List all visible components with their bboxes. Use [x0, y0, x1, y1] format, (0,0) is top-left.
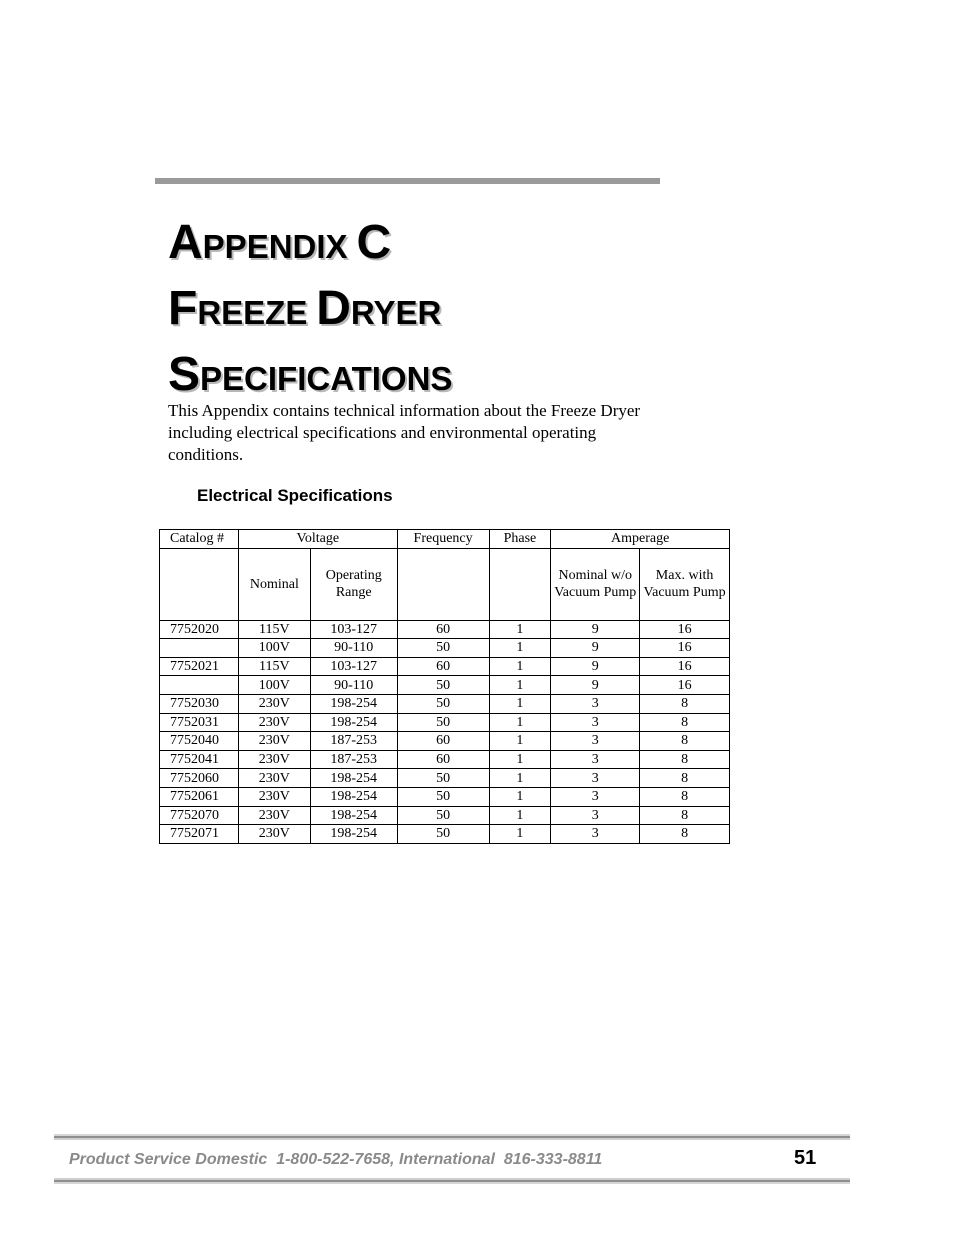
cell-phase: 1 [489, 713, 551, 732]
table-row [160, 825, 730, 844]
title-initial: S [168, 348, 201, 401]
table-row [160, 732, 730, 751]
section-heading: Electrical Specifications [197, 486, 393, 505]
cell-phase: 1 [489, 657, 551, 676]
electrical-specifications-table [159, 529, 730, 844]
footer-divider-bottom [54, 1178, 850, 1184]
cell-amperage-max: 8 [640, 713, 730, 732]
title-initial: C [356, 216, 392, 269]
table-row [160, 787, 730, 806]
subheader-operating-range: Operating Range [310, 548, 397, 620]
cell-catalog: 7752020 [160, 620, 239, 639]
cell-operating-range: 90-110 [310, 676, 397, 695]
subheader-empty [489, 548, 551, 620]
table-row [160, 769, 730, 788]
header-amperage: Amperage [551, 530, 730, 549]
table-row [160, 806, 730, 825]
cell-nominal-voltage: 230V [238, 806, 310, 825]
cell-amperage-nominal: 3 [551, 694, 640, 713]
cell-amperage-max: 8 [640, 787, 730, 806]
cell-operating-range: 198-254 [310, 806, 397, 825]
cell-catalog: 7752030 [160, 694, 239, 713]
cell-catalog: 7752021 [160, 657, 239, 676]
cell-frequency: 50 [397, 639, 489, 658]
cell-amperage-max: 16 [640, 620, 730, 639]
cell-amperage-max: 8 [640, 825, 730, 844]
cell-phase: 1 [489, 769, 551, 788]
cell-frequency: 50 [397, 787, 489, 806]
cell-amperage-nominal: 3 [551, 806, 640, 825]
cell-frequency: 60 [397, 657, 489, 676]
title-initial: A [168, 216, 203, 269]
cell-amperage-max: 8 [640, 769, 730, 788]
cell-nominal-voltage: 100V [238, 639, 310, 658]
table-row [160, 657, 730, 676]
footer-contact: Product Service Domestic 1-800-522-7658, International 816-333-8811 [69, 1151, 603, 1168]
table-row [160, 639, 730, 658]
cell-operating-range: 198-254 [310, 694, 397, 713]
cell-nominal-voltage: 230V [238, 787, 310, 806]
cell-amperage-nominal: 9 [551, 620, 640, 639]
cell-amperage-nominal: 3 [551, 732, 640, 751]
cell-phase: 1 [489, 787, 551, 806]
cell-frequency: 50 [397, 676, 489, 695]
table-row [160, 750, 730, 769]
cell-amperage-nominal: 9 [551, 676, 640, 695]
cell-catalog: 7752040 [160, 732, 239, 751]
cell-phase: 1 [489, 825, 551, 844]
cell-nominal-voltage: 230V [238, 732, 310, 751]
title-word: PPENDIX [202, 228, 348, 265]
cell-amperage-nominal: 9 [551, 657, 640, 676]
cell-phase: 1 [489, 639, 551, 658]
cell-phase: 1 [489, 750, 551, 769]
cell-amperage-nominal: 3 [551, 825, 640, 844]
table-row [160, 713, 730, 732]
header-frequency: Frequency [397, 530, 489, 549]
cell-nominal-voltage: 230V [238, 769, 310, 788]
subheader-max-with-pump: Max. with Vacuum Pump [640, 548, 730, 620]
cell-amperage-max: 8 [640, 694, 730, 713]
cell-frequency: 60 [397, 620, 489, 639]
subheader-nominal: Nominal [238, 548, 310, 620]
subheader-empty [160, 548, 239, 620]
intro-paragraph: This Appendix contains technical information about the Freeze Dryer including electrical specifications and environmental operating conditions. [168, 401, 641, 464]
cell-nominal-voltage: 230V [238, 750, 310, 769]
cell-nominal-voltage: 115V [238, 657, 310, 676]
cell-operating-range: 103-127 [310, 620, 397, 639]
cell-frequency: 50 [397, 694, 489, 713]
title-line-2 [168, 278, 452, 344]
cell-phase: 1 [489, 620, 551, 639]
cell-amperage-nominal: 9 [551, 639, 640, 658]
cell-catalog: 7752070 [160, 806, 239, 825]
top-divider [155, 178, 660, 184]
cell-catalog: 7752061 [160, 787, 239, 806]
cell-frequency: 60 [397, 732, 489, 751]
cell-amperage-max: 8 [640, 732, 730, 751]
page-title [168, 212, 452, 410]
table-body [160, 620, 730, 843]
table-row [160, 676, 730, 695]
title-line-1 [168, 212, 452, 278]
cell-operating-range: 103-127 [310, 657, 397, 676]
cell-amperage-nominal: 3 [551, 713, 640, 732]
title-initial: D [316, 282, 351, 335]
cell-operating-range: 187-253 [310, 732, 397, 751]
cell-catalog [160, 676, 239, 695]
cell-amperage-max: 16 [640, 657, 730, 676]
cell-nominal-voltage: 230V [238, 713, 310, 732]
cell-frequency: 50 [397, 769, 489, 788]
cell-operating-range: 90-110 [310, 639, 397, 658]
title-word: RYER [350, 294, 442, 331]
header-phase: Phase [489, 530, 551, 549]
cell-catalog: 7752060 [160, 769, 239, 788]
footer-divider-top [54, 1134, 850, 1140]
cell-amperage-max: 16 [640, 676, 730, 695]
cell-catalog: 7752041 [160, 750, 239, 769]
subheader-nominal-wo-pump: Nominal w/o Vacuum Pump [551, 548, 640, 620]
cell-amperage-nominal: 3 [551, 769, 640, 788]
page-number: 51 [794, 1147, 817, 1169]
header-catalog: Catalog # [160, 530, 239, 549]
cell-phase: 1 [489, 806, 551, 825]
header-voltage: Voltage [238, 530, 397, 549]
cell-operating-range: 198-254 [310, 825, 397, 844]
cell-catalog [160, 639, 239, 658]
cell-catalog: 7752071 [160, 825, 239, 844]
cell-operating-range: 198-254 [310, 787, 397, 806]
cell-catalog: 7752031 [160, 713, 239, 732]
cell-phase: 1 [489, 694, 551, 713]
cell-amperage-max: 8 [640, 750, 730, 769]
cell-frequency: 50 [397, 713, 489, 732]
cell-frequency: 50 [397, 825, 489, 844]
table-row [160, 620, 730, 639]
cell-frequency: 50 [397, 806, 489, 825]
cell-amperage-nominal: 3 [551, 787, 640, 806]
table-subheader-row [160, 548, 730, 620]
cell-operating-range: 198-254 [310, 769, 397, 788]
title-initial: F [168, 282, 198, 335]
cell-amperage-max: 8 [640, 806, 730, 825]
cell-nominal-voltage: 230V [238, 825, 310, 844]
cell-amperage-max: 16 [640, 639, 730, 658]
table-row [160, 694, 730, 713]
subheader-empty [397, 548, 489, 620]
cell-operating-range: 198-254 [310, 713, 397, 732]
cell-operating-range: 187-253 [310, 750, 397, 769]
cell-nominal-voltage: 230V [238, 694, 310, 713]
title-word: PECIFICATIONS [200, 360, 453, 397]
cell-frequency: 60 [397, 750, 489, 769]
table-header-row [160, 530, 730, 549]
cell-nominal-voltage: 115V [238, 620, 310, 639]
title-word: REEZE [197, 294, 308, 331]
cell-nominal-voltage: 100V [238, 676, 310, 695]
cell-phase: 1 [489, 676, 551, 695]
cell-amperage-nominal: 3 [551, 750, 640, 769]
cell-phase: 1 [489, 732, 551, 751]
